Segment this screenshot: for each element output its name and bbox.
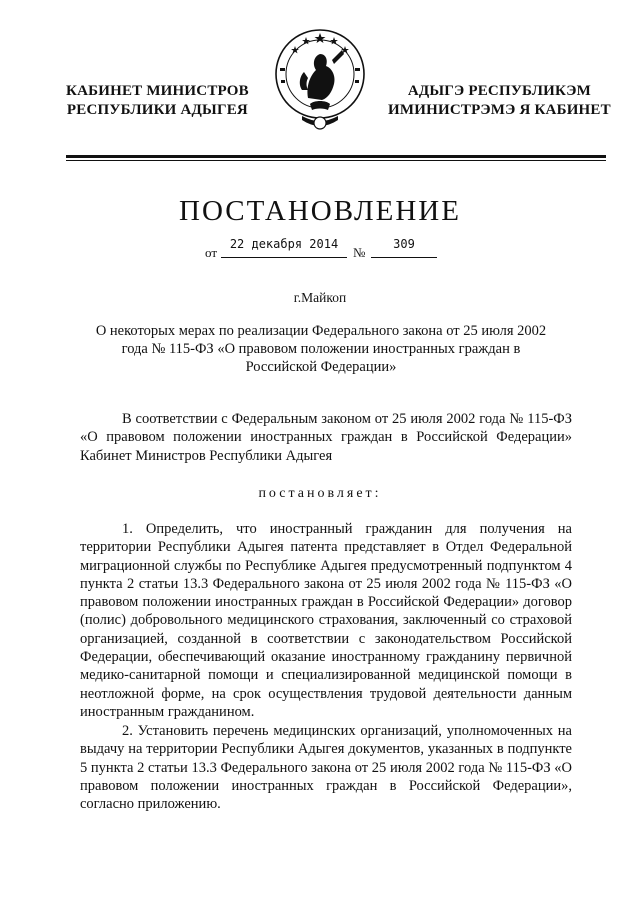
document-title: ПОСТАНОВЛЕНИЕ xyxy=(179,195,461,227)
paragraph-2: 2. Установить перечень медицинских организаций, уполномоченных на выдачу на территории Республики Адыгея документов, указанных в подпункте 5 пункта 2 статьи 13.3 Федерального закона от 25 июля 2002 года № 115-ФЗ «О правовом положении иностранных граждан в Российской Федерации», согласно приложению. xyxy=(80,723,572,813)
place-of-issue: г.Майкоп xyxy=(293,290,347,305)
coat-of-arms-icon xyxy=(272,20,368,136)
issuer-name-adyghe xyxy=(388,82,611,120)
issuer-name-russian-line1: КАБИНЕТ МИНИСТРОВ xyxy=(66,83,249,99)
preamble-paragraph: В соответствии с Федеральным законом от 25 июля 2002 года № 115-ФЗ «О правовом положении иностранных граждан в Российской Федерации» Кабинет Министров Республики Адыгея xyxy=(80,411,572,464)
number-sign: № xyxy=(353,245,366,260)
document-number: 309 xyxy=(371,237,437,258)
document-date: 22 декабря 2014 xyxy=(221,237,347,258)
document-subject: О некоторых мерах по реализации Федерального закона от 25 июля 2002 года № 115-ФЗ «О правовом положении иностранных граждан в Российской Федерации» xyxy=(95,323,547,375)
date-prefix: от xyxy=(205,245,218,260)
header-rule-thick xyxy=(66,155,606,158)
issuer-name-adyghe-line1: АДЫГЭ РЕСПУБЛИКЭМ xyxy=(407,83,592,99)
header-rule-thin xyxy=(66,160,606,161)
decree-word: постановляет: xyxy=(258,486,382,501)
issuer-name-russian xyxy=(66,82,249,120)
issuer-name-russian-line2: РЕСПУБЛИКИ АДЫГЕЯ xyxy=(66,102,248,118)
issuer-name-adyghe-line2: ИМИНИСТРЭМЭ Я КАБИНЕТ xyxy=(388,102,611,118)
paragraph-1: 1. Определить, что иностранный гражданин для получения на территории Республики Адыгея патента представляет в Отдел Федеральной миграционной службы по Республике Адыгея предусмотренный подпунктом 4 пункта 2 статьи 13.3 Федерального закона от 25 июля 2002 года № 115-ФЗ «О правовом положении иностранных граждан в Российской Федерации» договор (полис) добровольного медицинского страхования, заключенный со страховой организацией, созданной в соответствии с законодательством Российской Федерации, обеспечивающий оказание иностранному гражданину первичной медико-санитарной помощи и специализированной медицинской помощи в неотложной форме, на срок осуществления трудовой деятельности данным иностранным гражданином. xyxy=(80,521,572,720)
date-number-line xyxy=(205,237,445,261)
